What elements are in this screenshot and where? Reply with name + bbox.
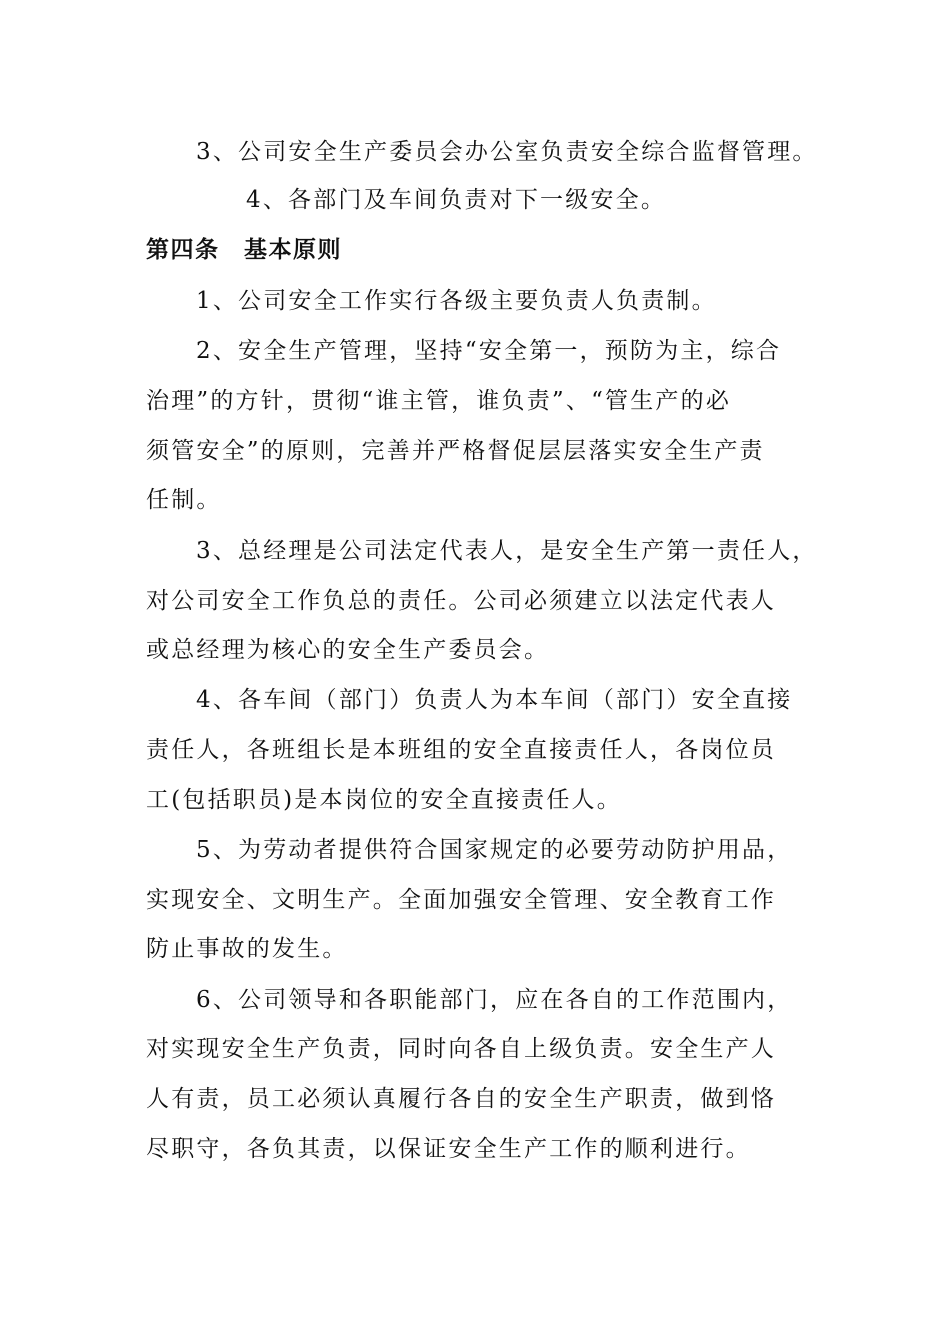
principle-5-line-3: 防止事故的发生。 <box>146 936 348 962</box>
principle-3-line-1: 3、总经理是公司法定代表人，是安全生产第一责任人， <box>196 538 818 564</box>
principle-2-line-1: 2、安全生产管理，坚持“安全第一，预防为主，综合 <box>196 338 782 364</box>
section-heading: 第四条 基本原则 <box>146 237 342 263</box>
principle-5-line-2: 实现安全、文明生产。全面加强安全管理、安全教育工作 <box>146 887 776 913</box>
principle-1-line-1: 1、公司安全工作实行各级主要负责人负责制。 <box>196 288 717 314</box>
principle-2-line-4: 任制。 <box>146 487 222 513</box>
principle-6-line-2: 对实现安全生产负责，同时向各自上级负责。安全生产人 <box>146 1036 776 1062</box>
principle-6-line-4: 尽职守，各负其责，以保证安全生产工作的顺利进行。 <box>146 1136 751 1162</box>
principle-5-line-1: 5、为劳动者提供符合国家规定的必要劳动防护用品， <box>196 837 793 863</box>
principle-3-line-2: 对公司安全工作负总的责任。公司必须建立以法定代表人 <box>146 588 776 614</box>
principle-4-line-1: 4、各车间（部门）负责人为本车间（部门）安全直接 <box>196 687 793 713</box>
principle-2-line-2: 治理”的方针，贯彻“谁主管，谁负责”、“管生产的必 <box>146 388 732 414</box>
principle-2-line-3: 须管安全”的原则，完善并严格督促层层落实安全生产责 <box>146 438 765 464</box>
principle-4-line-2: 责任人，各班组长是本班组的安全直接责任人，各岗位员 <box>146 737 776 763</box>
item-4-text: 4、各部门及车间负责对下一级安全。 <box>246 187 667 213</box>
item-3-text: 3、公司安全生产委员会办公室负责安全综合监督管理。 <box>196 139 818 165</box>
principle-3-line-3: 或总经理为核心的安全生产委员会。 <box>146 637 550 663</box>
principle-6-line-1: 6、公司领导和各职能部门，应在各自的工作范围内， <box>196 987 793 1013</box>
principle-6-line-3: 人有责，员工必须认真履行各自的安全生产职责，做到恪 <box>146 1086 776 1112</box>
principle-4-line-3: 工(包括职员)是本岗位的安全直接责任人。 <box>146 787 622 813</box>
